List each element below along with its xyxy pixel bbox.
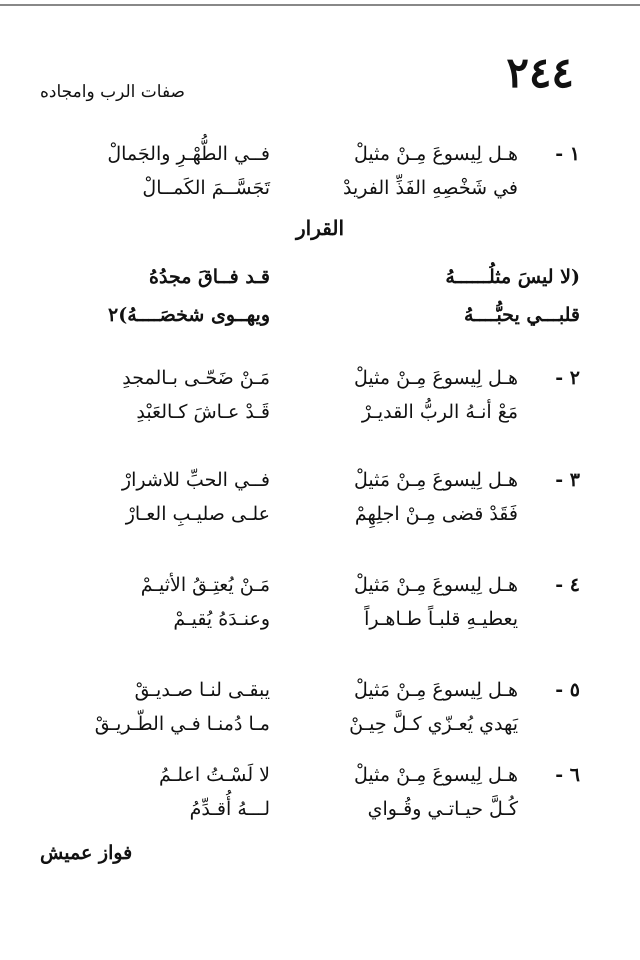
page-number: ٢٤٤ [506, 48, 574, 97]
line-second-half: لـــهُ أُقـدِّمُ [189, 798, 270, 820]
line-second-half: وعنـدَهُ يُقيـمْ [173, 608, 270, 630]
verse-line [40, 469, 580, 503]
verse-line [40, 608, 580, 642]
line-first-half: هـل لِيسوعَ مِـنْ مَثيلْ [354, 469, 518, 491]
line-first-half: كُـلَّ حيـاتـي وقُـواي [367, 798, 518, 820]
line-second-half: ويهــوى شخصَــــهُ)٢ [108, 304, 270, 326]
chorus-line [40, 266, 580, 304]
verse-line [40, 401, 580, 435]
verse-3 [40, 469, 580, 537]
chorus-line [40, 304, 580, 342]
verse-4 [40, 574, 580, 642]
line-first-half: مَعْ أنـهُ الربُّ القديـرْ [361, 401, 518, 423]
verse-line [40, 367, 580, 401]
verse-2 [40, 367, 580, 435]
verse-line [40, 574, 580, 608]
verse-line [40, 679, 580, 713]
line-second-half: مـا دُمنـا فـي الطّـريـقْ [94, 713, 270, 735]
line-first-half: (لا ليسَ مثلُــــــهُ [445, 266, 580, 288]
line-second-half: فــي الطُّهْـرِ والجَمالْ [107, 143, 270, 165]
verse-line [40, 143, 580, 177]
verse-number: ٣ - [555, 469, 580, 491]
verse-number: ٦ - [555, 764, 580, 786]
line-second-half: مَـنْ يُعتِـقُ الأثيـمْ [140, 574, 270, 596]
verse-line [40, 503, 580, 537]
verse-number: ١ - [555, 143, 580, 165]
line-first-half: هـل لِيسوعَ مِـنْ مَثيلْ [354, 574, 518, 596]
running-head: صفات الرب وامجاده [40, 82, 185, 102]
verse-6 [40, 764, 580, 832]
line-second-half: تَجَسَّــمَ الكَمــالْ [142, 177, 270, 199]
verse-number: ٤ - [555, 574, 580, 596]
verse-line [40, 177, 580, 211]
line-first-half: قلبـــي يحبُّــــهُ [464, 304, 580, 326]
line-first-half: يعطيـهِ قلبـاً طـاهـراً [364, 608, 518, 630]
line-first-half: فَقَدْ قضى مِـنْ اجلِهِمْ [354, 503, 518, 525]
verse-line [40, 764, 580, 798]
line-first-half: هـل لِيسوعَ مِـنْ مَثيلْ [354, 679, 518, 701]
line-first-half: في شَخْصِهِ الفَذِّ الفريدْ [343, 177, 518, 199]
line-second-half: فــي الحبِّ للاشرارْ [121, 469, 270, 491]
line-second-half: مَـنْ ضَحّـى بـالمجدِ [122, 367, 270, 389]
line-second-half: قـد فــاقَ مجدُهُ [149, 266, 270, 288]
line-first-half: هـل لِيسوعَ مِـنْ مثيلْ [354, 764, 518, 786]
chorus-title: القرار [295, 216, 345, 240]
line-first-half: هـل لِيسوعَ مِـنْ مثيلْ [354, 143, 518, 165]
chorus [40, 266, 580, 342]
line-first-half: يَهدي يُعـزّي كـلَّ حِيـنْ [349, 713, 518, 735]
line-second-half: لا لَسْـتُ اعلـمُ [159, 764, 270, 786]
line-second-half: يبقـى لنـا صـديـقْ [134, 679, 270, 701]
line-second-half: علـى صليـبِ العـارْ [125, 503, 270, 525]
line-first-half: هـل لِيسوعَ مِـنْ مثيلْ [354, 367, 518, 389]
verse-5 [40, 679, 580, 747]
line-second-half: قَـدْ عـاشَ كـالعَبْدِ [136, 401, 270, 423]
verse-number: ٢ - [555, 367, 580, 389]
verse-line [40, 713, 580, 747]
top-rule [0, 4, 640, 6]
verse-1 [40, 143, 580, 211]
verse-line [40, 798, 580, 832]
author-name: فواز عميش [40, 842, 133, 864]
verse-number: ٥ - [555, 679, 580, 701]
